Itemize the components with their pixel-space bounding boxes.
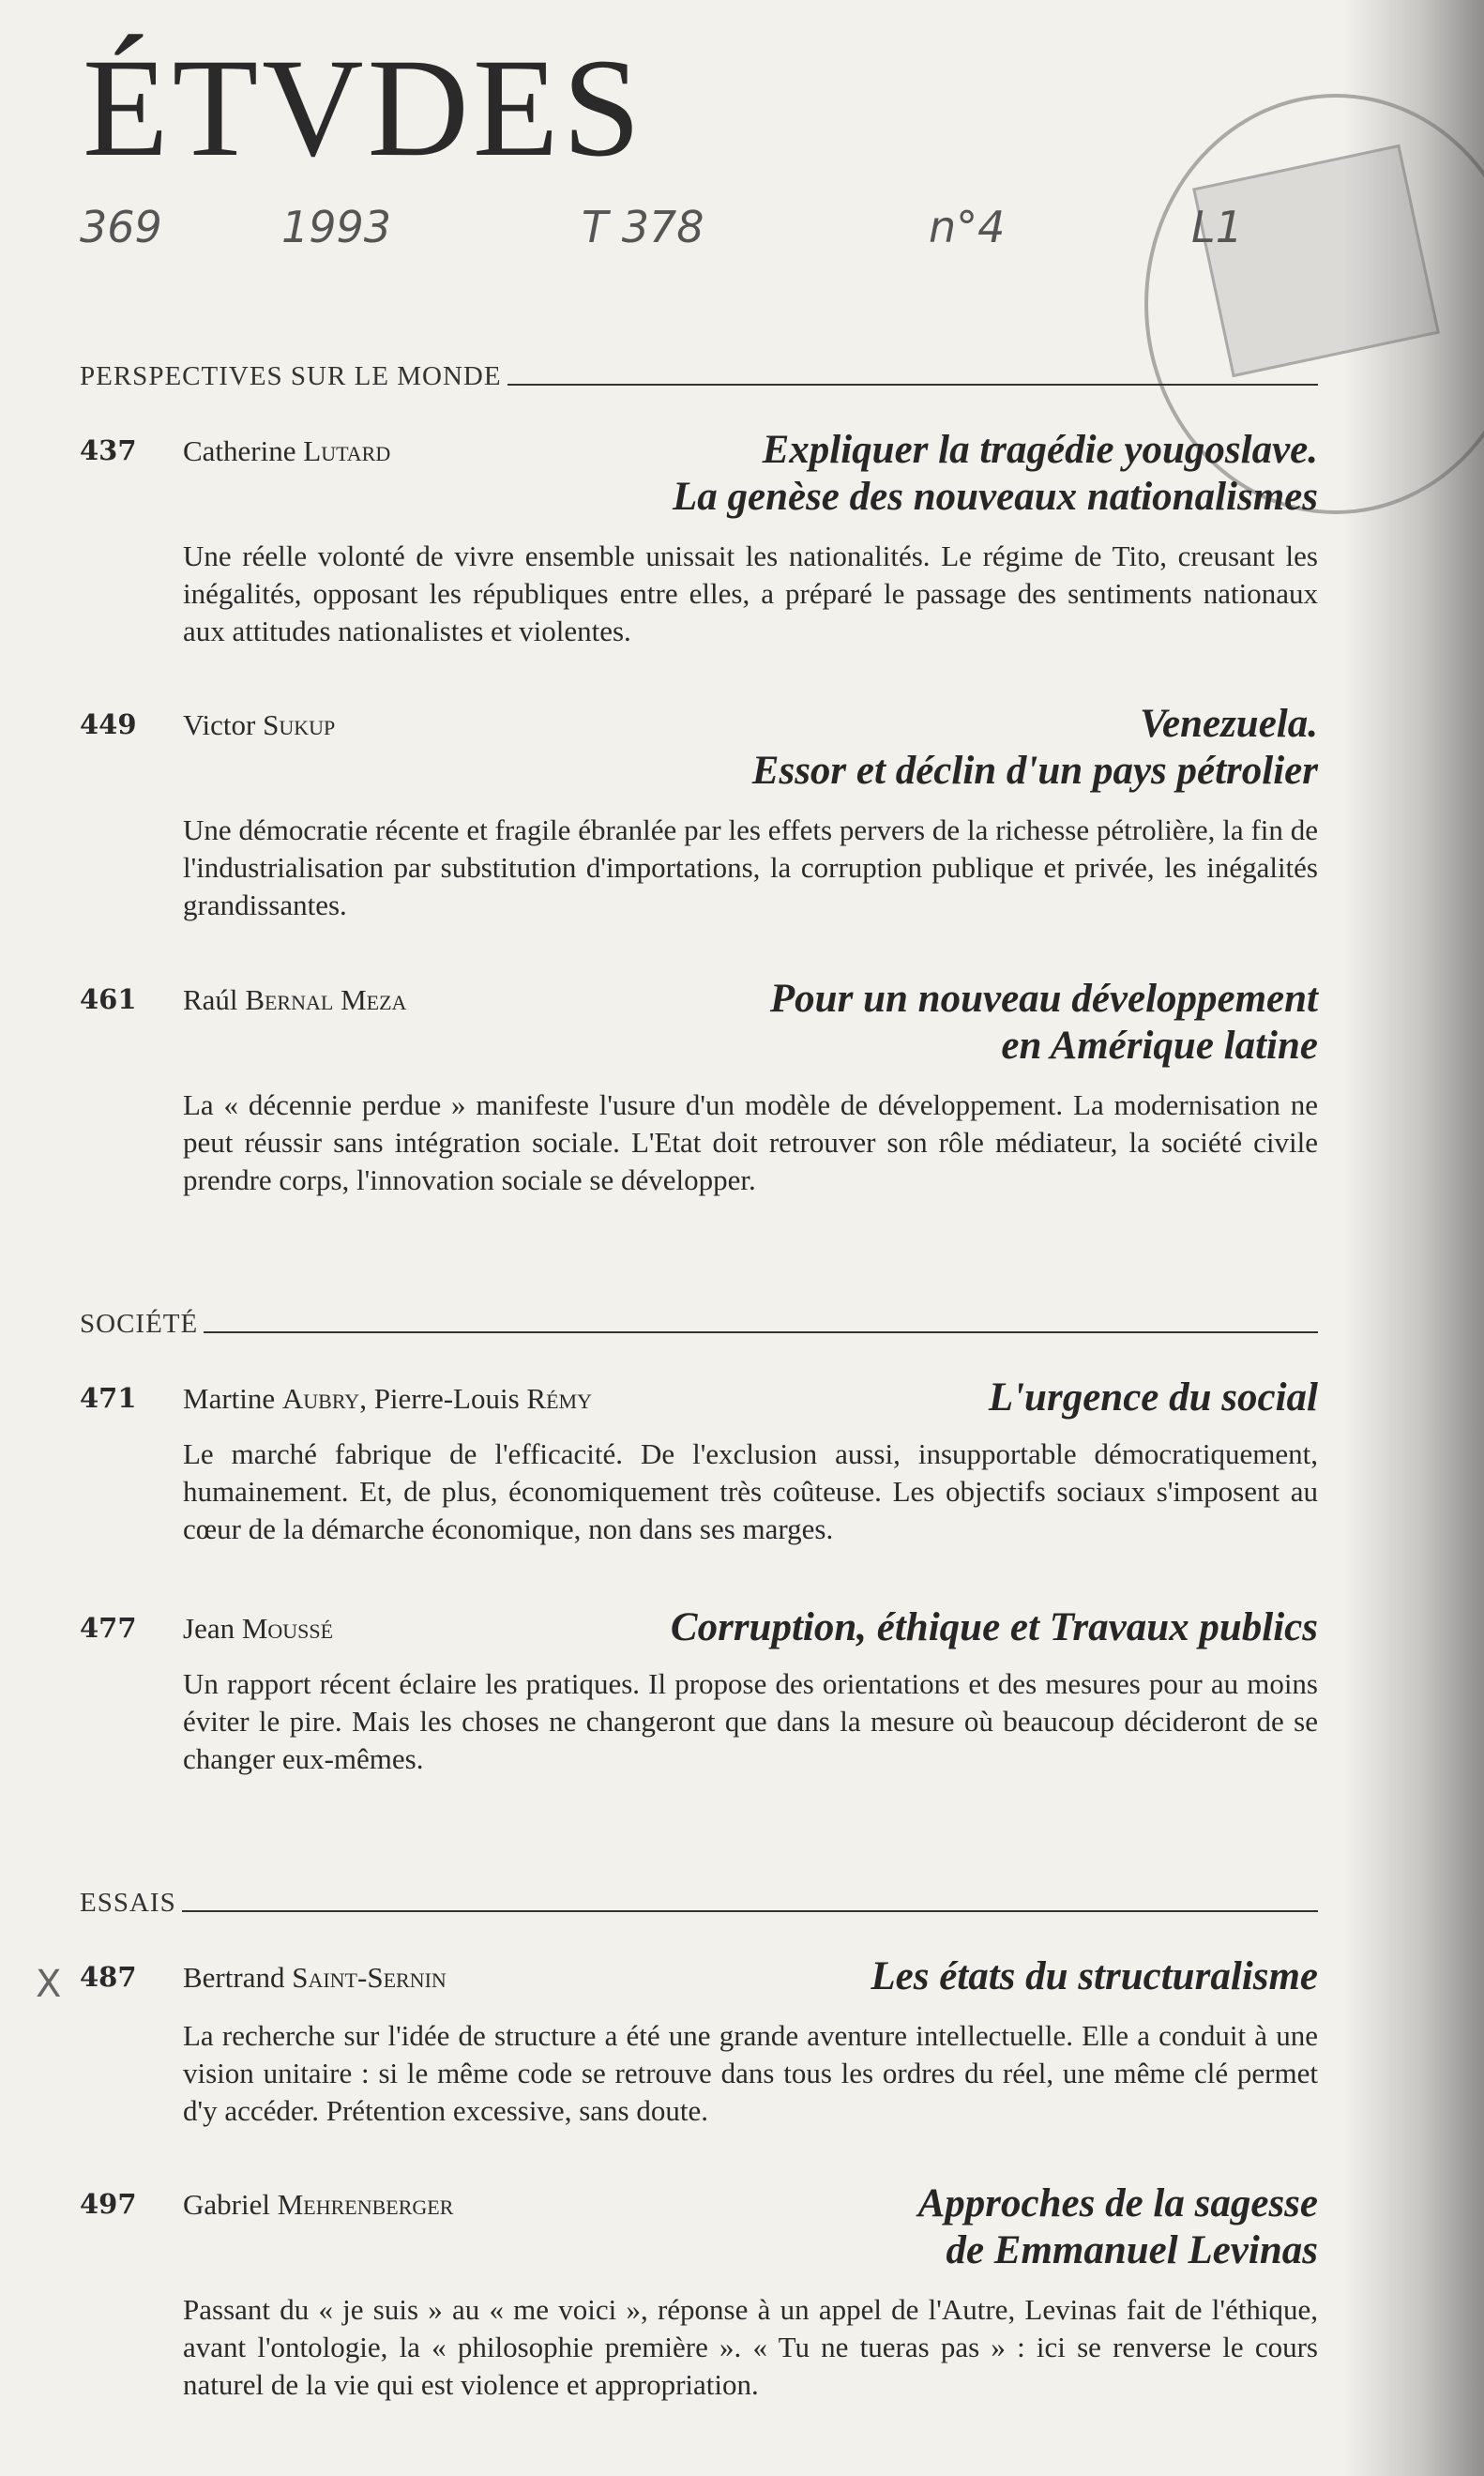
article-title <box>671 1604 1318 1651</box>
author-first-name: Raúl <box>183 983 238 1016</box>
article-title <box>752 701 1318 795</box>
title-line: L'urgence du social <box>988 1375 1318 1420</box>
handwritten-tome: T 378 <box>582 202 704 252</box>
title-line: La genèse des nouveaux nationalismes <box>672 475 1318 519</box>
section-rule <box>204 1331 1318 1333</box>
section-heading-essais <box>80 1881 1318 1919</box>
article-title <box>871 1953 1318 2000</box>
title-line: Approches de la sagesse <box>917 2181 1318 2225</box>
page-number: 437 <box>80 434 137 466</box>
binding-shadow <box>1343 0 1484 2476</box>
title-line: de Emmanuel Levinas <box>946 2228 1318 2272</box>
page-number: 471 <box>80 1382 137 1414</box>
title-line: Les états du structuralisme <box>871 1954 1318 1998</box>
page-number: 477 <box>80 1612 137 1644</box>
author-last-name: Aubry <box>281 1382 360 1415</box>
article-summary: La recherche sur l'idée de structure a été une grande aventure intellectuelle. Elle a conduit à une vision unitaire : si le même code se retrouve dans tous les ordres du réel, une même clé permet d'y accéder. Prétention excessive, sans doute. <box>183 2019 1318 2127</box>
page-number: 449 <box>80 708 137 740</box>
title-line: Expliquer la tragédie yougoslave. <box>762 428 1318 472</box>
title-line: Pour un nouveau développement <box>769 977 1318 1021</box>
article-title <box>918 2180 1318 2274</box>
author-name <box>183 1612 333 1646</box>
author-name <box>183 2188 453 2222</box>
handwritten-number: n°4 <box>929 202 1006 252</box>
author-last-name: Moussé <box>241 1612 334 1645</box>
handwritten-volume: 369 <box>80 202 162 252</box>
page-number: 461 <box>80 983 137 1015</box>
page-number: 487 <box>80 1961 137 1993</box>
author-name <box>183 708 335 742</box>
handwritten-lot: L1 <box>1191 202 1243 252</box>
author-last-name: Sukup <box>263 708 336 741</box>
author-first-name: Bertrand <box>183 1961 285 1994</box>
section-label: ESSAIS <box>80 1888 176 1918</box>
author-first-name: Jean <box>183 1612 235 1645</box>
section-label: PERSPECTIVES SUR LE MONDE <box>80 361 502 391</box>
author-last-name: Bernal Meza <box>245 983 407 1016</box>
coauthor-first-name: , Pierre-Louis <box>359 1382 520 1415</box>
author-name <box>183 983 406 1017</box>
title-line: en Amérique latine <box>1001 1024 1318 1068</box>
article-summary: La « décennie perdue » manifeste l'usure d'un modèle de développement. La modernisation ne peut réussir sans intégration sociale. L'Etat doit retrouver son rôle médiateur, la société civile prendre corps, l'innovation sociale se développer. <box>183 1088 1318 1196</box>
article-summary: Le marché fabrique de l'efficacité. De l'exclusion aussi, insupportable démocratiquement, humainement. Et, de plus, économiquement très coûteuse. Les objectifs sociaux s'imposent au cœur de la démarche économique, non dans ses marges. <box>183 1437 1318 1545</box>
author-name <box>183 1961 447 1995</box>
author-first-name: Victor <box>183 708 256 741</box>
author-name <box>183 434 390 468</box>
article-summary: Une démocratie récente et fragile ébranlée par les effets pervers de la richesse pétrolière, la fin de l'industrialisation par substitution d'importations, la corruption publique et privée, les inégalités grandissantes. <box>183 813 1318 921</box>
margin-cross-mark: X <box>36 1963 62 2006</box>
author-last-name: Mehrenberger <box>277 2188 454 2221</box>
handwritten-annotations <box>80 202 1346 277</box>
section-rule <box>507 384 1318 386</box>
title-line: Essor et déclin d'un pays pétrolier <box>751 749 1318 793</box>
section-label: SOCIÉTÉ <box>80 1309 199 1339</box>
handwritten-year: 1993 <box>281 202 392 252</box>
journal-masthead: ÉTVDES <box>83 30 644 186</box>
author-first-name: Catherine <box>183 434 296 467</box>
article-title <box>989 1375 1318 1421</box>
title-line: Venezuela. <box>1140 702 1318 746</box>
article-summary: Un rapport récent éclaire les pratiques. Il propose des orientations et des mesures pour au moins éviter le pire. Mais les choses ne changeront que dans la mesure où beaucoup décideront de se changer eux-mêmes. <box>183 1667 1318 1775</box>
section-rule <box>182 1910 1318 1912</box>
author-name <box>183 1382 592 1416</box>
article-title <box>770 976 1318 1070</box>
author-last-name: Saint-Sernin <box>292 1961 447 1994</box>
author-first-name: Martine <box>183 1382 276 1415</box>
section-heading-societe <box>80 1302 1318 1340</box>
article-title <box>673 427 1318 521</box>
article-summary: Passant du « je suis » au « me voici », réponse à un appel de l'Autre, Levinas fait de l'éthique, avant l'ontologie, la « philosophie première ». « Tu ne tueras pas » : ici se renverse le cours naturel de la vie qui est violence et appropriation. <box>183 2293 1318 2401</box>
coauthor-last-name: Rémy <box>526 1382 592 1415</box>
page-number: 497 <box>80 2188 137 2220</box>
author-first-name: Gabriel <box>183 2188 270 2221</box>
section-heading-perspectives <box>80 355 1318 392</box>
article-summary: Une réelle volonté de vivre ensemble unissait les nationalités. Le régime de Tito, creusant les inégalités, opposant les républiques entre elles, a préparé le passage des sentiments nationaux aux attitudes nationalistes et violentes. <box>183 539 1318 647</box>
author-last-name: Lutard <box>303 434 391 467</box>
title-line: Corruption, éthique et Travaux publics <box>670 1605 1318 1649</box>
